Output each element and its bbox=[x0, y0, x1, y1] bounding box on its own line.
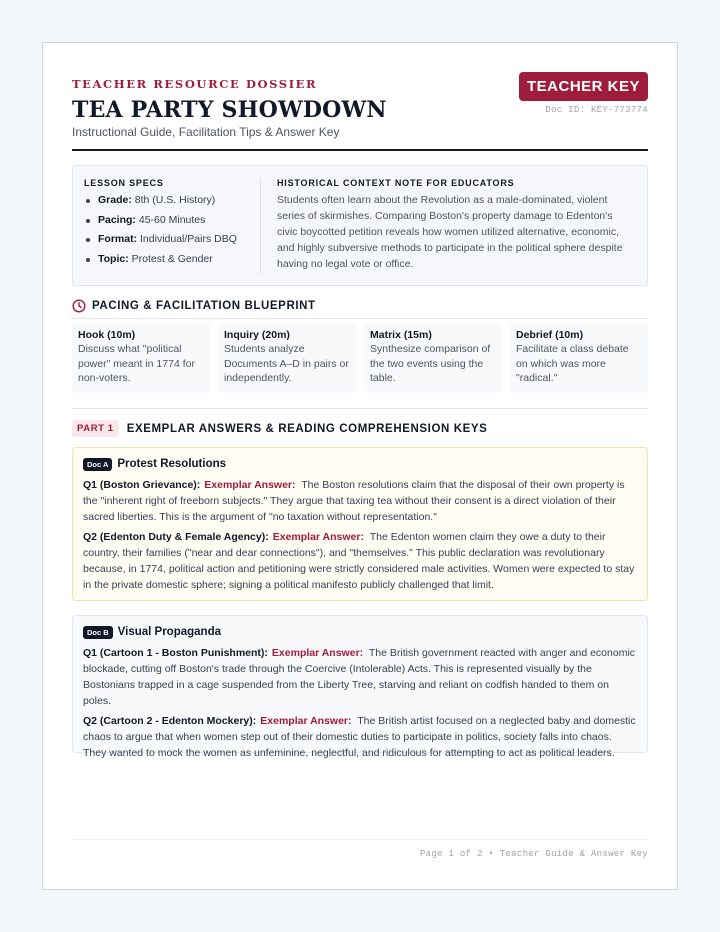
spec-label: Topic: bbox=[98, 252, 129, 265]
question-label: Q2 (Cartoon 2 - Edenton Mockery): bbox=[83, 715, 257, 727]
context-heading: HISTORICAL CONTEXT NOTE FOR EDUCATORS bbox=[277, 178, 515, 188]
pacing-step-title: Matrix (15m) bbox=[370, 329, 432, 341]
pacing-step-desc: Discuss what "political power" meant in 1774 for non-voters. bbox=[78, 343, 195, 384]
doc-a-pill: Doc A bbox=[83, 458, 112, 471]
header-divider bbox=[72, 149, 648, 151]
answer-item bbox=[83, 645, 637, 709]
answer-text: The Boston resolutions claim that the disposal of their own property is the "inherent right of freeborn subjects." They argue that taxing tea without their consent is a direct violation of their sacred liberties. This is the argument of "no taxation without representation." bbox=[83, 479, 625, 523]
pacing-step-title: Hook (10m) bbox=[78, 329, 136, 341]
question-label: Q1 (Cartoon 1 - Boston Punishment): bbox=[83, 647, 268, 659]
spec-label: Format: bbox=[98, 233, 138, 245]
doc-b-header bbox=[83, 624, 637, 640]
lesson-specs bbox=[84, 178, 260, 272]
spec-label: Grade: bbox=[98, 194, 132, 206]
page-footer: Page 1 of 2 • Teacher Guide & Answer Key bbox=[419, 849, 648, 859]
question-label: Q2 (Edenton Duty & Female Agency): bbox=[83, 531, 269, 543]
doc-id: Doc ID: KEY-773774 bbox=[545, 105, 648, 115]
spec-value: 45-60 Minutes bbox=[138, 213, 206, 226]
page-title: TEA PARTY SHOWDOWN bbox=[72, 97, 387, 123]
answer-item bbox=[83, 713, 637, 761]
answer-text: The British artist focused on a neglected baby and domestic chaos to argue that when women step out of their domestic duties to participate in politics, society falls into chaos. They wanted to mock the women as unfeminine, neglectful, and ridiculous for attempting to act as political leaders. bbox=[83, 715, 636, 759]
pacing-step-title: Inquiry (20m) bbox=[224, 329, 290, 341]
pacing-heading: PACING & FACILITATION BLUEPRINT bbox=[92, 300, 316, 312]
answer-text: The British government reacted with anger and economic blockade, cutting off Boston's trade through the Coercive (Intolerable) Acts. This is represented visually by the Bostonians trapped in a cage suspended from the Liberty Tree, starving and reliant on codfish handed to them on poles. bbox=[83, 647, 636, 707]
pacing-step bbox=[72, 323, 210, 393]
pacing-step bbox=[218, 323, 356, 393]
dossier-eyebrow: TEACHER RESOURCE DOSSIER bbox=[72, 77, 318, 91]
spec-list bbox=[84, 194, 260, 272]
part1-heading: EXEMPLAR ANSWERS & READING COMPREHENSION KEYS bbox=[126, 422, 488, 435]
pacing-step bbox=[510, 323, 648, 393]
pacing-step-desc: Facilitate a class debate on which was more "radical." bbox=[516, 343, 629, 384]
pacing-section-header bbox=[72, 299, 648, 313]
answer-text: The Edenton women claim they owe a duty to their country, their families ("near and dear connections"), and "themselves." This public declaration was revolutionary because, in 1774, political action and petitioning were strictly considered male activities. Women were expected to stay in the private domestic sphere; signing a political manifesto publicly challenged that limit. bbox=[83, 531, 635, 591]
doc-a-title: Protest Resolutions bbox=[117, 458, 227, 470]
part1-header bbox=[72, 420, 648, 437]
spec-value: Individual/Pairs DBQ bbox=[140, 233, 237, 245]
spec-item bbox=[84, 194, 260, 214]
doc-b-pill: Doc B bbox=[83, 626, 113, 639]
doc-b-card bbox=[72, 615, 648, 759]
pacing-steps bbox=[72, 323, 648, 393]
page-subtitle: Instructional Guide, Facilitation Tips & Answer Key bbox=[72, 125, 340, 139]
spec-value: 8th (U.S. History) bbox=[134, 194, 216, 206]
exemplar-label: Exemplar Answer: bbox=[260, 715, 352, 727]
spec-value: Protest & Gender bbox=[131, 252, 213, 265]
pacing-step bbox=[364, 323, 502, 393]
question-label: Q1 (Boston Grievance): bbox=[83, 479, 201, 491]
doc-b-title: Visual Propaganda bbox=[117, 626, 221, 638]
spec-label: Pacing: bbox=[98, 213, 136, 226]
exemplar-label: Exemplar Answer: bbox=[271, 647, 364, 659]
document-page bbox=[42, 42, 678, 890]
exemplar-label: Exemplar Answer: bbox=[204, 479, 296, 491]
pacing-step-desc: Synthesize comparison of the two events using the table. bbox=[370, 343, 491, 384]
footer-divider bbox=[72, 839, 648, 840]
context-note bbox=[277, 178, 635, 272]
pacing-divider bbox=[72, 318, 648, 319]
exemplar-label: Exemplar Answer: bbox=[272, 531, 364, 543]
part-badge: PART 1 bbox=[72, 420, 119, 437]
teacher-key-badge: TEACHER KEY bbox=[519, 72, 648, 101]
spec-item bbox=[84, 253, 260, 273]
lesson-specs-heading: LESSON SPECS bbox=[84, 178, 164, 188]
clock-icon bbox=[72, 299, 86, 313]
spec-item bbox=[84, 233, 260, 253]
doc-a-card bbox=[72, 447, 648, 601]
context-body: Students often learn about the Revolution as a male-dominated, violent series of skirmishes. Comparing Boston's property damage to Edenton's civic boycotted petition reveals how women utilized alternative, economic, and highly subversive methods to participate in the political sphere despite having no legal vote or office. bbox=[277, 194, 623, 270]
pacing-step-desc: Students analyze Documents A–D in pairs or independently. bbox=[224, 343, 349, 384]
specs-panel bbox=[72, 165, 648, 286]
spec-item bbox=[84, 214, 260, 234]
answer-item bbox=[83, 477, 637, 525]
doc-a-header bbox=[83, 456, 637, 472]
part1-top-divider bbox=[72, 408, 648, 409]
specs-divider bbox=[260, 178, 261, 274]
pacing-step-title: Debrief (10m) bbox=[516, 329, 584, 341]
answer-item bbox=[83, 529, 637, 593]
